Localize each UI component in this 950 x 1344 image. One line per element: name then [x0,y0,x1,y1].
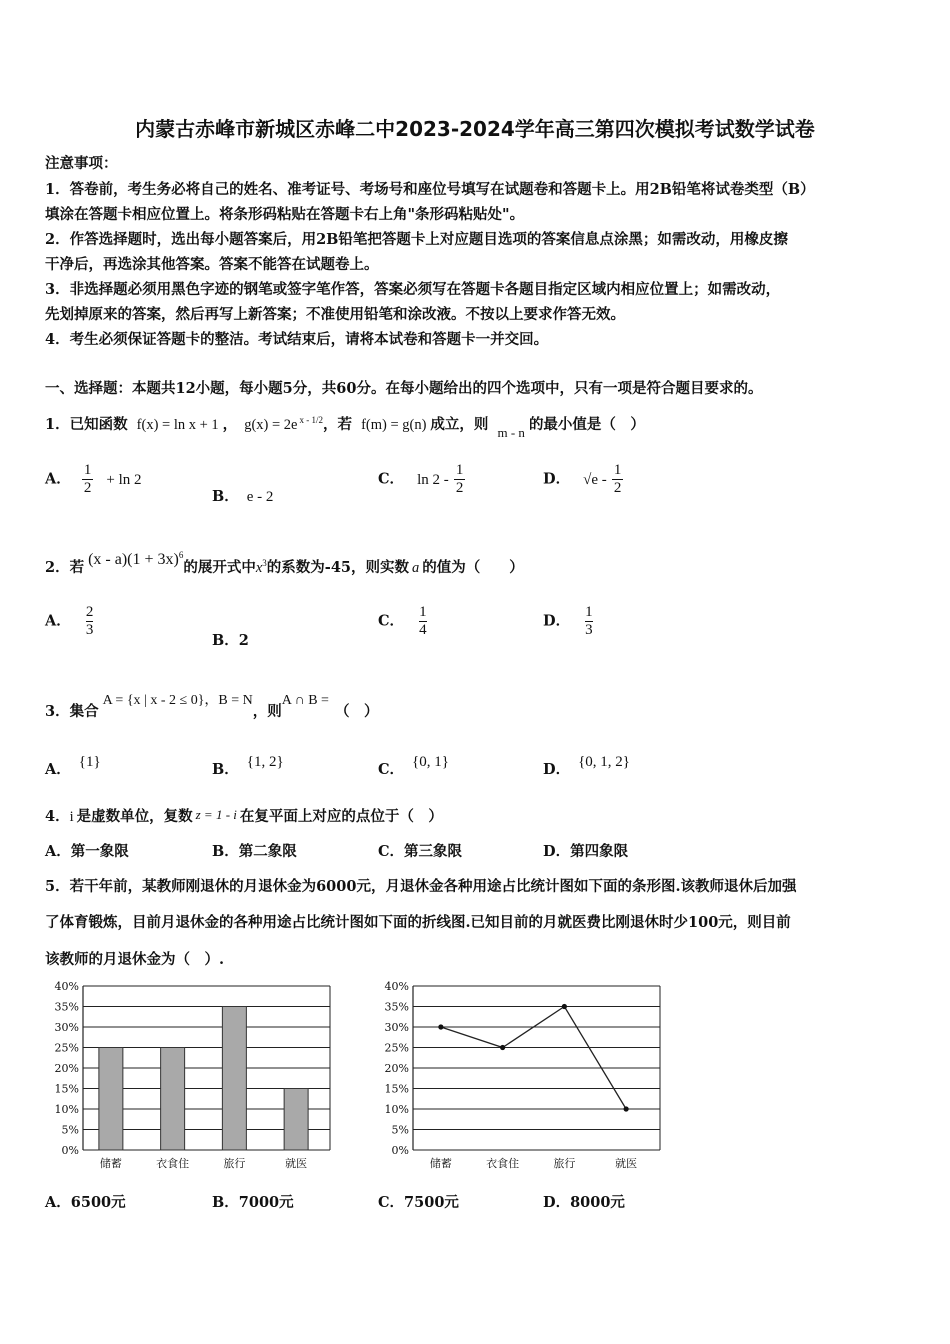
option-label: B． [212,632,239,649]
option-head: √e - [583,471,607,488]
y-tick-label: 40% [54,980,79,993]
question-5-line: 5．若干年前，某教师刚退休的月退休金为6000元，月退休金各种用途占比统计图如下面的条形图.该教师退休后加强 [45,878,797,895]
q1-mid: ，若 [323,416,352,433]
y-tick-label: 10% [384,1103,409,1116]
x-tick-label: 旅行 [553,1157,576,1170]
q3-option-c[interactable] [378,754,449,779]
question-5-line: 该教师的月退休金为（ ）. [45,951,225,968]
notice-line: 4．考生必须保证答题卡的整洁。考试结束后，请将本试卷和答题卡一并交回。 [45,331,549,348]
q2-option-a[interactable] [45,604,95,639]
y-tick-label: 30% [54,1021,79,1034]
q2-mid: 的展开式中 [183,559,256,576]
option-label: D． [543,612,571,630]
q2-term: x [255,560,263,576]
series-line [441,1007,626,1110]
q3-suffix: （ ） [334,703,379,720]
option-text: 7000元 [238,1194,294,1211]
q4-mid: 是虚数单位，复数 [76,808,193,825]
q2-option-c[interactable] [378,604,429,639]
page-title: 内蒙古赤峰市新城区赤峰二中2023-2024学年高三第四次模拟考试数学试卷 [135,117,815,141]
data-point [624,1106,629,1111]
question-2-stem [45,550,524,577]
q1-prefix: 1．已知函数 [45,416,128,433]
option-label: B． [212,488,239,505]
x-tick-label: 就医 [615,1157,638,1170]
denominator: 4 [419,622,427,638]
option-label: C． [378,612,405,630]
option-label: B． [212,761,239,778]
option-label: C． [378,843,405,860]
denominator: 2 [455,480,464,496]
q2-exponent: 6 [178,550,184,561]
notice-line: 先划掉原来的答案，然后再写上新答案；不准使用铅笔和涂改液。不按以上要求作答无效。 [45,306,625,323]
q1-condition: f(m) = g(n) [361,417,427,433]
notice-line: 填涂在答题卡相应位置上。将条形码粘贴在答题卡右上角"条形码粘贴处"。 [45,206,525,223]
y-tick-label: 20% [54,1062,79,1075]
option-text: {1} [78,754,101,770]
q2-option-d[interactable] [543,604,595,639]
x-tick-label: 衣食住 [486,1157,520,1170]
fraction [454,462,466,497]
q1-f-formula: f(x) = ln x + 1 [136,417,219,433]
q4-i: i [69,809,74,825]
option-label: A． [45,761,71,778]
fraction [417,604,429,639]
q1-mid2: 成立，则 [430,416,489,433]
bar [161,1048,185,1151]
y-tick-label: 25% [54,1041,79,1055]
q5-option-d[interactable] [543,1191,625,1212]
q1-suffix: 的最小值是（ ） [528,416,645,433]
notice-line: 2．作答选择题时，选出每小题答案后，用2B铅笔把答题卡上对应题目选项的答案信息点涂黑；如需改动，用橡皮擦 [45,231,788,248]
fraction [612,462,624,497]
q4-option-a[interactable] [45,840,129,861]
y-tick-label: 15% [384,1082,409,1096]
y-tick-label: 0% [61,1144,79,1157]
q4-option-c[interactable] [378,840,462,861]
q3-expr: A ∩ B = [281,693,329,708]
q2-prefix: 2．若 [45,559,85,576]
question-1-stem: 1．已知函数 f(x) = ln x + 1 ， g(x) = 2e $^{x - 1/2}$，若 f(m) = g(n) 成立，则 m - n 的最小值是（ ） [45,415,645,440]
option-label: D． [543,761,571,778]
q2-var: a [412,560,420,576]
q3-option-b[interactable] [212,754,284,779]
q5-option-a[interactable] [45,1191,126,1212]
q1-expr: m - n [497,425,525,440]
option-text: 2 [238,632,249,649]
data-point [500,1045,505,1050]
numerator: 2 [85,604,94,620]
option-text: 第四象限 [570,843,629,860]
option-text: 8000元 [570,1194,625,1211]
q3-option-a[interactable] [45,754,101,779]
fraction [82,462,94,497]
q5-option-c[interactable] [378,1191,459,1212]
q2-term-exponent: 3 [262,558,267,569]
y-tick-label: 20% [384,1062,409,1075]
bar-chart-retirement [40,978,340,1178]
option-label: D． [543,470,571,488]
option-label: C． [378,470,405,488]
q3-mid: ，则 [252,703,282,720]
y-tick-label: 40% [384,980,409,993]
numerator: 1 [613,462,622,478]
option-label: A． [45,1194,71,1211]
question-3-stem [45,693,379,721]
option-text: 第二象限 [238,843,297,860]
q5-option-b[interactable] [212,1191,294,1212]
option-label: C． [378,761,405,778]
numerator: 1 [585,604,593,620]
q2-mid2: 的系数为-45，则实数 [266,559,409,576]
denominator: 2 [83,480,92,496]
question-4-stem [45,805,443,826]
x-tick-label: 衣食住 [156,1157,190,1170]
x-tick-label: 储蓄 [429,1157,452,1170]
numerator: 1 [83,462,92,478]
y-tick-label: 15% [54,1082,79,1096]
option-label: C． [378,1194,405,1211]
option-label: D． [543,843,571,860]
q1-option-a[interactable] [45,462,142,497]
option-label: B． [212,1194,239,1211]
notice-line: 1．答卷前，考生务必将自己的姓名、准考证号、考场号和座位号填写在试题卷和答题卡上。用2B铅笔将试卷类型（B） [45,181,815,198]
section-heading: 一、选择题：本题共12小题，每小题5分，共60分。在每小题给出的四个选项中，只有一项是符合题目要求的。 [45,380,763,397]
option-text: 第三象限 [404,843,463,860]
q2-option-b[interactable] [212,629,249,650]
option-label: A． [45,470,71,488]
numerator: 1 [419,604,427,620]
x-tick-label: 储蓄 [99,1157,122,1170]
bar [222,1007,246,1151]
q1-g-exponent: x - 1/2 [299,415,323,426]
option-head: ln 2 - [417,471,449,488]
fraction [84,604,96,639]
notice-heading: 注意事项： [45,155,118,172]
option-label: B． [212,843,239,860]
option-label: A． [45,612,71,630]
option-tail: + ln 2 [106,471,142,488]
option-text: {0, 1} [412,754,449,770]
option-text: 6500元 [70,1194,126,1211]
data-point [562,1004,567,1009]
y-tick-label: 0% [391,1144,409,1157]
notice-line: 3．非选择题必须用黑色字迹的钢笔或签字笔作答，答案必须写在答题卡各题目指定区域内相应位置上；如需改动， [45,281,781,298]
option-text: e - 2 [246,489,274,505]
notice-line: 干净后，再选涂其他答案。答案不能答在试题卷上。 [45,256,379,273]
option-label: A． [45,843,71,860]
option-text: 第一象限 [70,843,129,860]
x-tick-label: 旅行 [223,1157,246,1170]
line-chart-current [370,978,670,1178]
y-tick-label: 10% [54,1103,79,1116]
denominator: 2 [613,480,622,496]
q2-expr: (x - a)(1 + 3x) [88,551,179,568]
q3-option-d[interactable] [543,754,630,779]
denominator: 3 [85,622,94,638]
data-point [438,1024,443,1029]
y-tick-label: 35% [384,1000,409,1014]
x-tick-label: 就医 [285,1157,308,1170]
y-tick-label: 35% [54,1000,79,1014]
fraction [583,604,595,639]
question-5-line: 了体育锻炼，目前月退休金的各种用途占比统计图如下面的折线图.已知目前的月就医费比刚退休时少100元，则目前 [45,914,791,931]
option-label: D． [543,1194,571,1211]
q4-suffix: 在复平面上对应的点位于（ ） [239,808,443,825]
q1-option-d[interactable] [543,462,623,497]
q4-z: z = 1 - i [195,807,237,822]
q2-suffix: 的值为（ ） [422,559,524,576]
y-tick-label: 30% [384,1021,409,1034]
y-tick-label: 25% [384,1041,409,1055]
q1-option-c[interactable] [378,462,465,497]
option-text: {1, 2} [246,754,284,770]
bar [99,1048,123,1151]
y-tick-label: 5% [61,1123,79,1137]
q3-prefix: 3．集合 [45,703,99,720]
option-text: {0, 1, 2} [578,754,630,770]
q4-prefix: 4． [45,808,70,825]
q1-option-b[interactable] [212,485,273,506]
y-tick-label: 5% [391,1123,409,1137]
q3-set-a: A = {x | x - 2 ≤ 0}，B = N [102,693,253,708]
bar [284,1089,308,1151]
q1-g-formula: g(x) = 2e [244,417,298,433]
denominator: 3 [585,622,593,638]
numerator: 1 [455,462,464,478]
q4-option-d[interactable] [543,840,628,861]
q4-option-b[interactable] [212,840,297,861]
option-text: 7500元 [404,1194,459,1211]
